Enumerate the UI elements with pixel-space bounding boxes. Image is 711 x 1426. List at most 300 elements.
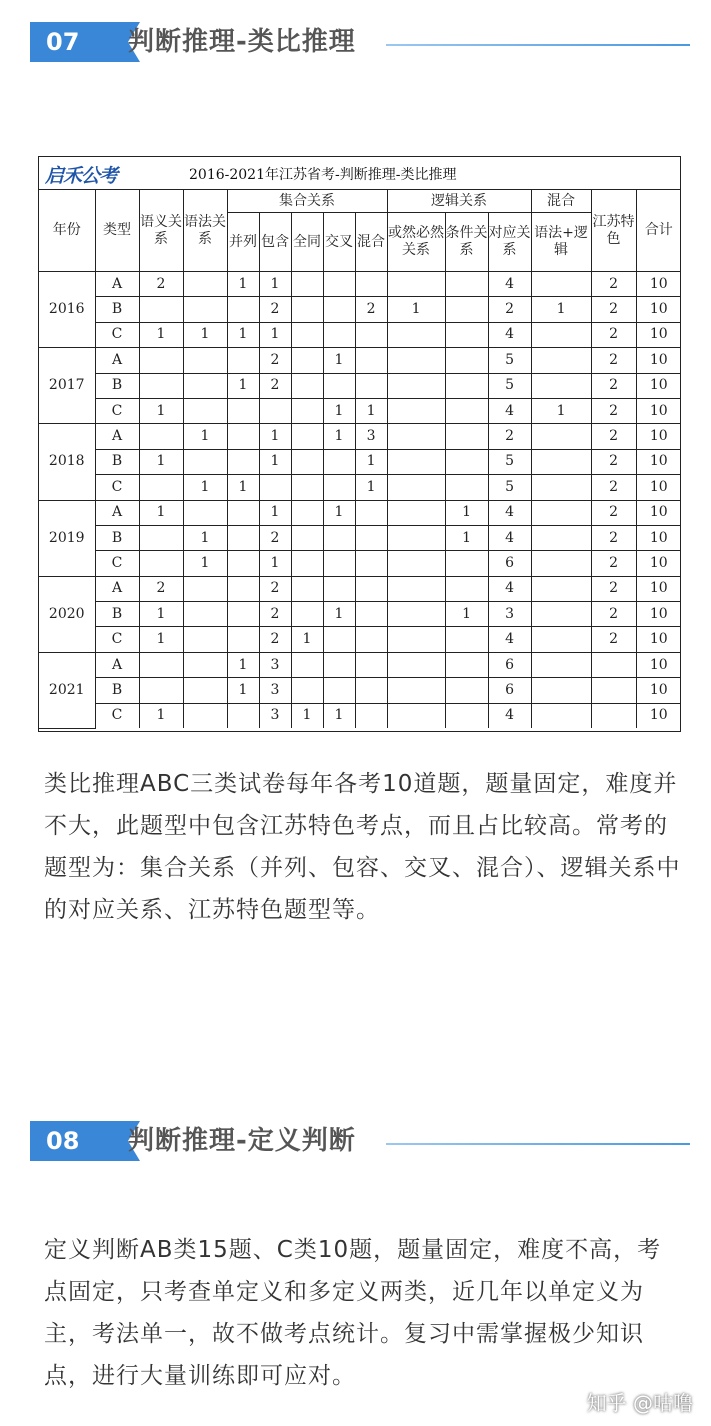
count-cell: 10: [636, 627, 681, 652]
count-cell: 5: [488, 348, 531, 373]
count-cell: [445, 475, 488, 500]
count-cell: 1: [323, 500, 355, 525]
count-cell: 1: [259, 272, 291, 297]
count-cell: 1: [323, 348, 355, 373]
count-cell: [445, 424, 488, 449]
count-cell: [323, 475, 355, 500]
count-cell: 1: [183, 525, 227, 550]
header-year: 年份: [39, 190, 95, 272]
count-cell: [323, 627, 355, 652]
count-cell: 1: [259, 500, 291, 525]
count-cell: 10: [636, 576, 681, 601]
count-cell: [227, 525, 259, 550]
header-type: 类型: [95, 190, 139, 272]
count-cell: 4: [488, 322, 531, 347]
count-cell: 3: [355, 424, 387, 449]
count-cell: 2: [139, 576, 183, 601]
count-cell: [323, 678, 355, 703]
count-cell: 2: [259, 602, 291, 627]
count-cell: [445, 703, 488, 728]
table-banner: [39, 157, 680, 190]
count-cell: [291, 449, 323, 474]
count-cell: [291, 398, 323, 423]
count-cell: [591, 703, 636, 728]
count-cell: [387, 348, 445, 373]
count-cell: [445, 678, 488, 703]
count-cell: 2: [591, 449, 636, 474]
count-cell: 10: [636, 703, 681, 728]
count-cell: [291, 475, 323, 500]
section-8-header: [30, 1121, 690, 1161]
count-cell: 1: [227, 373, 259, 398]
count-cell: [355, 652, 387, 677]
count-cell: 10: [636, 322, 681, 347]
data-table: [39, 190, 681, 729]
count-cell: 1: [291, 703, 323, 728]
count-cell: 1: [183, 424, 227, 449]
count-cell: 1: [227, 678, 259, 703]
count-cell: 1: [227, 322, 259, 347]
zhihu-watermark: 知乎 @咕噜: [586, 1391, 693, 1415]
count-cell: [227, 703, 259, 728]
count-cell: 3: [259, 703, 291, 728]
count-cell: 1: [445, 602, 488, 627]
count-cell: [183, 272, 227, 297]
header-mixed-set: 混合: [355, 213, 387, 272]
count-cell: [445, 297, 488, 322]
type-cell: B: [95, 525, 139, 550]
count-cell: [531, 272, 591, 297]
count-cell: [139, 652, 183, 677]
analogy-description: 类比推理ABC三类试卷每年各考10道题，题量固定，难度并不大，此题型中包含江苏特色考点，而且占比较高。常考的题型为：集合关系（并列、包容、交叉、混合）、逻辑关系中的对应关系、江苏特色题型等。: [44, 771, 681, 923]
count-cell: [355, 678, 387, 703]
count-cell: [445, 322, 488, 347]
count-cell: [291, 602, 323, 627]
count-cell: [387, 602, 445, 627]
count-cell: 10: [636, 297, 681, 322]
count-cell: 10: [636, 525, 681, 550]
count-cell: 1: [323, 602, 355, 627]
table-row: [39, 424, 681, 449]
count-cell: [355, 500, 387, 525]
count-cell: 1: [183, 475, 227, 500]
count-cell: [355, 373, 387, 398]
type-cell: A: [95, 576, 139, 601]
count-cell: 2: [591, 424, 636, 449]
count-cell: 4: [488, 272, 531, 297]
count-cell: [387, 398, 445, 423]
count-cell: 2: [488, 424, 531, 449]
year-cell: 2021: [39, 652, 95, 728]
count-cell: 4: [488, 525, 531, 550]
count-cell: [227, 348, 259, 373]
count-cell: 2: [259, 348, 291, 373]
count-cell: [291, 525, 323, 550]
count-cell: [445, 576, 488, 601]
count-cell: 3: [259, 678, 291, 703]
count-cell: [291, 551, 323, 576]
count-cell: [183, 297, 227, 322]
count-cell: [183, 398, 227, 423]
count-cell: 2: [591, 551, 636, 576]
count-cell: [355, 322, 387, 347]
count-cell: [323, 373, 355, 398]
table-row: [39, 322, 681, 347]
count-cell: [183, 678, 227, 703]
count-cell: 3: [488, 602, 531, 627]
count-cell: [291, 322, 323, 347]
count-cell: [387, 678, 445, 703]
section-divider-line: [386, 1143, 690, 1145]
count-cell: [323, 449, 355, 474]
section-divider-line: [386, 44, 690, 46]
count-cell: 1: [227, 652, 259, 677]
type-cell: A: [95, 348, 139, 373]
table-row: [39, 678, 681, 703]
count-cell: [531, 373, 591, 398]
count-cell: [355, 525, 387, 550]
count-cell: [323, 297, 355, 322]
year-cell: 2017: [39, 348, 95, 424]
count-cell: [387, 373, 445, 398]
table-row: [39, 576, 681, 601]
count-cell: 10: [636, 500, 681, 525]
count-cell: [355, 602, 387, 627]
table-row: [39, 398, 681, 423]
count-cell: 10: [636, 652, 681, 677]
count-cell: [387, 449, 445, 474]
count-cell: [445, 373, 488, 398]
count-cell: [531, 652, 591, 677]
count-cell: [183, 500, 227, 525]
table-row: [39, 703, 681, 728]
count-cell: [387, 652, 445, 677]
header-set-relations: 集合关系: [227, 190, 387, 213]
count-cell: 1: [291, 627, 323, 652]
count-cell: 10: [636, 475, 681, 500]
count-cell: 1: [227, 272, 259, 297]
count-cell: 6: [488, 678, 531, 703]
count-cell: [323, 525, 355, 550]
count-cell: [445, 398, 488, 423]
count-cell: 10: [636, 373, 681, 398]
count-cell: [227, 576, 259, 601]
count-cell: [291, 297, 323, 322]
count-cell: [183, 576, 227, 601]
count-cell: 1: [259, 424, 291, 449]
count-cell: 1: [139, 602, 183, 627]
count-cell: [531, 449, 591, 474]
count-cell: 1: [445, 500, 488, 525]
count-cell: [183, 627, 227, 652]
count-cell: 1: [227, 475, 259, 500]
table-row: [39, 627, 681, 652]
count-cell: 1: [259, 449, 291, 474]
count-cell: [387, 424, 445, 449]
count-cell: [183, 703, 227, 728]
count-cell: 3: [259, 652, 291, 677]
count-cell: [227, 602, 259, 627]
table-row: [39, 500, 681, 525]
type-cell: A: [95, 272, 139, 297]
count-cell: [139, 348, 183, 373]
count-cell: [291, 500, 323, 525]
count-cell: [387, 475, 445, 500]
header-grammar-logic: 语法+逻辑: [531, 213, 591, 272]
table-row: [39, 551, 681, 576]
count-cell: 10: [636, 602, 681, 627]
count-cell: 1: [355, 475, 387, 500]
table-row: [39, 525, 681, 550]
count-cell: [323, 652, 355, 677]
count-cell: [291, 576, 323, 601]
table-row: [39, 652, 681, 677]
type-cell: C: [95, 703, 139, 728]
count-cell: [387, 272, 445, 297]
table-title: 2016-2021年江苏省考-判断推理-类比推理: [189, 167, 457, 183]
section-title: 判断推理-类比推理: [128, 27, 356, 57]
count-cell: 10: [636, 348, 681, 373]
count-cell: [531, 576, 591, 601]
count-cell: 1: [259, 551, 291, 576]
header-grammar: 语法关系: [183, 190, 227, 272]
count-cell: [227, 297, 259, 322]
type-cell: B: [95, 449, 139, 474]
count-cell: [227, 424, 259, 449]
count-cell: [531, 602, 591, 627]
count-cell: [355, 272, 387, 297]
count-cell: [355, 551, 387, 576]
table-row: [39, 449, 681, 474]
count-cell: [259, 475, 291, 500]
year-cell: 2020: [39, 576, 95, 652]
section-number-badge: 07: [30, 22, 110, 62]
count-cell: [183, 602, 227, 627]
count-cell: 2: [259, 627, 291, 652]
count-cell: 1: [139, 703, 183, 728]
count-cell: 1: [139, 500, 183, 525]
count-cell: [291, 348, 323, 373]
count-cell: 10: [636, 398, 681, 423]
count-cell: 1: [355, 449, 387, 474]
count-cell: [387, 525, 445, 550]
type-cell: C: [95, 398, 139, 423]
count-cell: 2: [259, 525, 291, 550]
header-semantic: 语义关系: [139, 190, 183, 272]
count-cell: [531, 475, 591, 500]
type-cell: C: [95, 627, 139, 652]
count-cell: [227, 398, 259, 423]
count-cell: [531, 627, 591, 652]
count-cell: 1: [139, 627, 183, 652]
header-correspond: 对应关系: [488, 213, 531, 272]
count-cell: [291, 373, 323, 398]
count-cell: [387, 500, 445, 525]
count-cell: 1: [323, 424, 355, 449]
table-body: [39, 272, 681, 729]
count-cell: [531, 348, 591, 373]
count-cell: 2: [591, 475, 636, 500]
count-cell: [531, 525, 591, 550]
count-cell: [139, 678, 183, 703]
count-cell: 1: [139, 398, 183, 423]
count-cell: [531, 678, 591, 703]
count-cell: 1: [323, 398, 355, 423]
header-condition: 条件关系: [445, 213, 488, 272]
count-cell: [323, 272, 355, 297]
count-cell: 2: [591, 627, 636, 652]
count-cell: [183, 652, 227, 677]
header-jiangsu: 江苏特色: [591, 190, 636, 272]
count-cell: 1: [531, 297, 591, 322]
count-cell: [291, 272, 323, 297]
count-cell: 1: [355, 398, 387, 423]
year-cell: 2019: [39, 500, 95, 576]
count-cell: 2: [591, 525, 636, 550]
type-cell: B: [95, 678, 139, 703]
count-cell: 2: [591, 602, 636, 627]
count-cell: 2: [591, 297, 636, 322]
type-cell: B: [95, 602, 139, 627]
count-cell: 2: [591, 373, 636, 398]
count-cell: [323, 322, 355, 347]
count-cell: 2: [259, 297, 291, 322]
count-cell: [531, 551, 591, 576]
count-cell: 1: [259, 322, 291, 347]
count-cell: [387, 703, 445, 728]
count-cell: 10: [636, 551, 681, 576]
count-cell: 1: [323, 703, 355, 728]
count-cell: [591, 678, 636, 703]
count-cell: [531, 703, 591, 728]
count-cell: [227, 500, 259, 525]
count-cell: [531, 424, 591, 449]
count-cell: [183, 373, 227, 398]
count-cell: 10: [636, 272, 681, 297]
count-cell: [139, 424, 183, 449]
count-cell: [387, 551, 445, 576]
count-cell: 2: [139, 272, 183, 297]
count-cell: 5: [488, 373, 531, 398]
definition-description: 定义判断AB类15题、C类10题，题量固定，难度不高，考点固定，只考查单定义和多定义两类，近几年以单定义为主，考法单一，故不做考点统计。复习中需掌握极少知识点，进行大量训练即可应对。: [44, 1237, 662, 1389]
header-mixed: 混合: [531, 190, 591, 213]
type-cell: C: [95, 322, 139, 347]
count-cell: 2: [355, 297, 387, 322]
count-cell: 1: [183, 551, 227, 576]
count-cell: [139, 525, 183, 550]
count-cell: 1: [445, 525, 488, 550]
count-cell: 5: [488, 475, 531, 500]
count-cell: 10: [636, 678, 681, 703]
header-logic-relations: 逻辑关系: [387, 190, 531, 213]
count-cell: 2: [591, 398, 636, 423]
count-cell: [591, 652, 636, 677]
count-cell: 6: [488, 551, 531, 576]
type-cell: B: [95, 373, 139, 398]
count-cell: 10: [636, 424, 681, 449]
count-cell: [139, 373, 183, 398]
year-cell: 2016: [39, 272, 95, 348]
table-row: [39, 602, 681, 627]
header-cross: 交叉: [323, 213, 355, 272]
count-cell: [445, 449, 488, 474]
type-cell: A: [95, 652, 139, 677]
table-row: [39, 297, 681, 322]
table-row: [39, 272, 681, 297]
count-cell: [291, 652, 323, 677]
count-cell: 10: [636, 449, 681, 474]
count-cell: [227, 449, 259, 474]
header-total: 合计: [636, 190, 681, 272]
type-cell: A: [95, 424, 139, 449]
count-cell: [139, 551, 183, 576]
count-cell: 2: [591, 500, 636, 525]
count-cell: [355, 348, 387, 373]
count-cell: [445, 652, 488, 677]
count-cell: [139, 297, 183, 322]
count-cell: 2: [259, 373, 291, 398]
count-cell: 4: [488, 627, 531, 652]
table-row: [39, 373, 681, 398]
count-cell: 4: [488, 576, 531, 601]
year-cell: 2018: [39, 424, 95, 500]
count-cell: [445, 348, 488, 373]
count-cell: [259, 398, 291, 423]
analogy-stats-table: [38, 156, 681, 732]
count-cell: 2: [591, 322, 636, 347]
count-cell: [139, 475, 183, 500]
count-cell: 4: [488, 398, 531, 423]
count-cell: 2: [488, 297, 531, 322]
count-cell: 1: [531, 398, 591, 423]
type-cell: A: [95, 500, 139, 525]
count-cell: [387, 576, 445, 601]
count-cell: 5: [488, 449, 531, 474]
count-cell: [227, 627, 259, 652]
count-cell: [291, 678, 323, 703]
brand-logo: 启禾公考: [45, 165, 118, 187]
count-cell: [445, 627, 488, 652]
table-row: [39, 348, 681, 373]
count-cell: 1: [387, 297, 445, 322]
count-cell: 4: [488, 500, 531, 525]
count-cell: [355, 703, 387, 728]
count-cell: [183, 348, 227, 373]
count-cell: [445, 272, 488, 297]
table-row: [39, 475, 681, 500]
count-cell: [531, 322, 591, 347]
count-cell: 4: [488, 703, 531, 728]
count-cell: 2: [259, 576, 291, 601]
type-cell: B: [95, 297, 139, 322]
count-cell: [183, 449, 227, 474]
count-cell: 2: [591, 576, 636, 601]
header-probable: 或然必然关系: [387, 213, 445, 272]
count-cell: [291, 424, 323, 449]
header-parallel: 并列: [227, 213, 259, 272]
section-7-header: [30, 22, 690, 62]
type-cell: C: [95, 475, 139, 500]
header-identical: 全同: [291, 213, 323, 272]
section-number-badge: 08: [30, 1121, 110, 1161]
header-contain: 包含: [259, 213, 291, 272]
count-cell: 6: [488, 652, 531, 677]
count-cell: [227, 551, 259, 576]
count-cell: 2: [591, 348, 636, 373]
count-cell: [323, 551, 355, 576]
count-cell: 2: [591, 272, 636, 297]
section-title: 判断推理-定义判断: [128, 1126, 356, 1156]
